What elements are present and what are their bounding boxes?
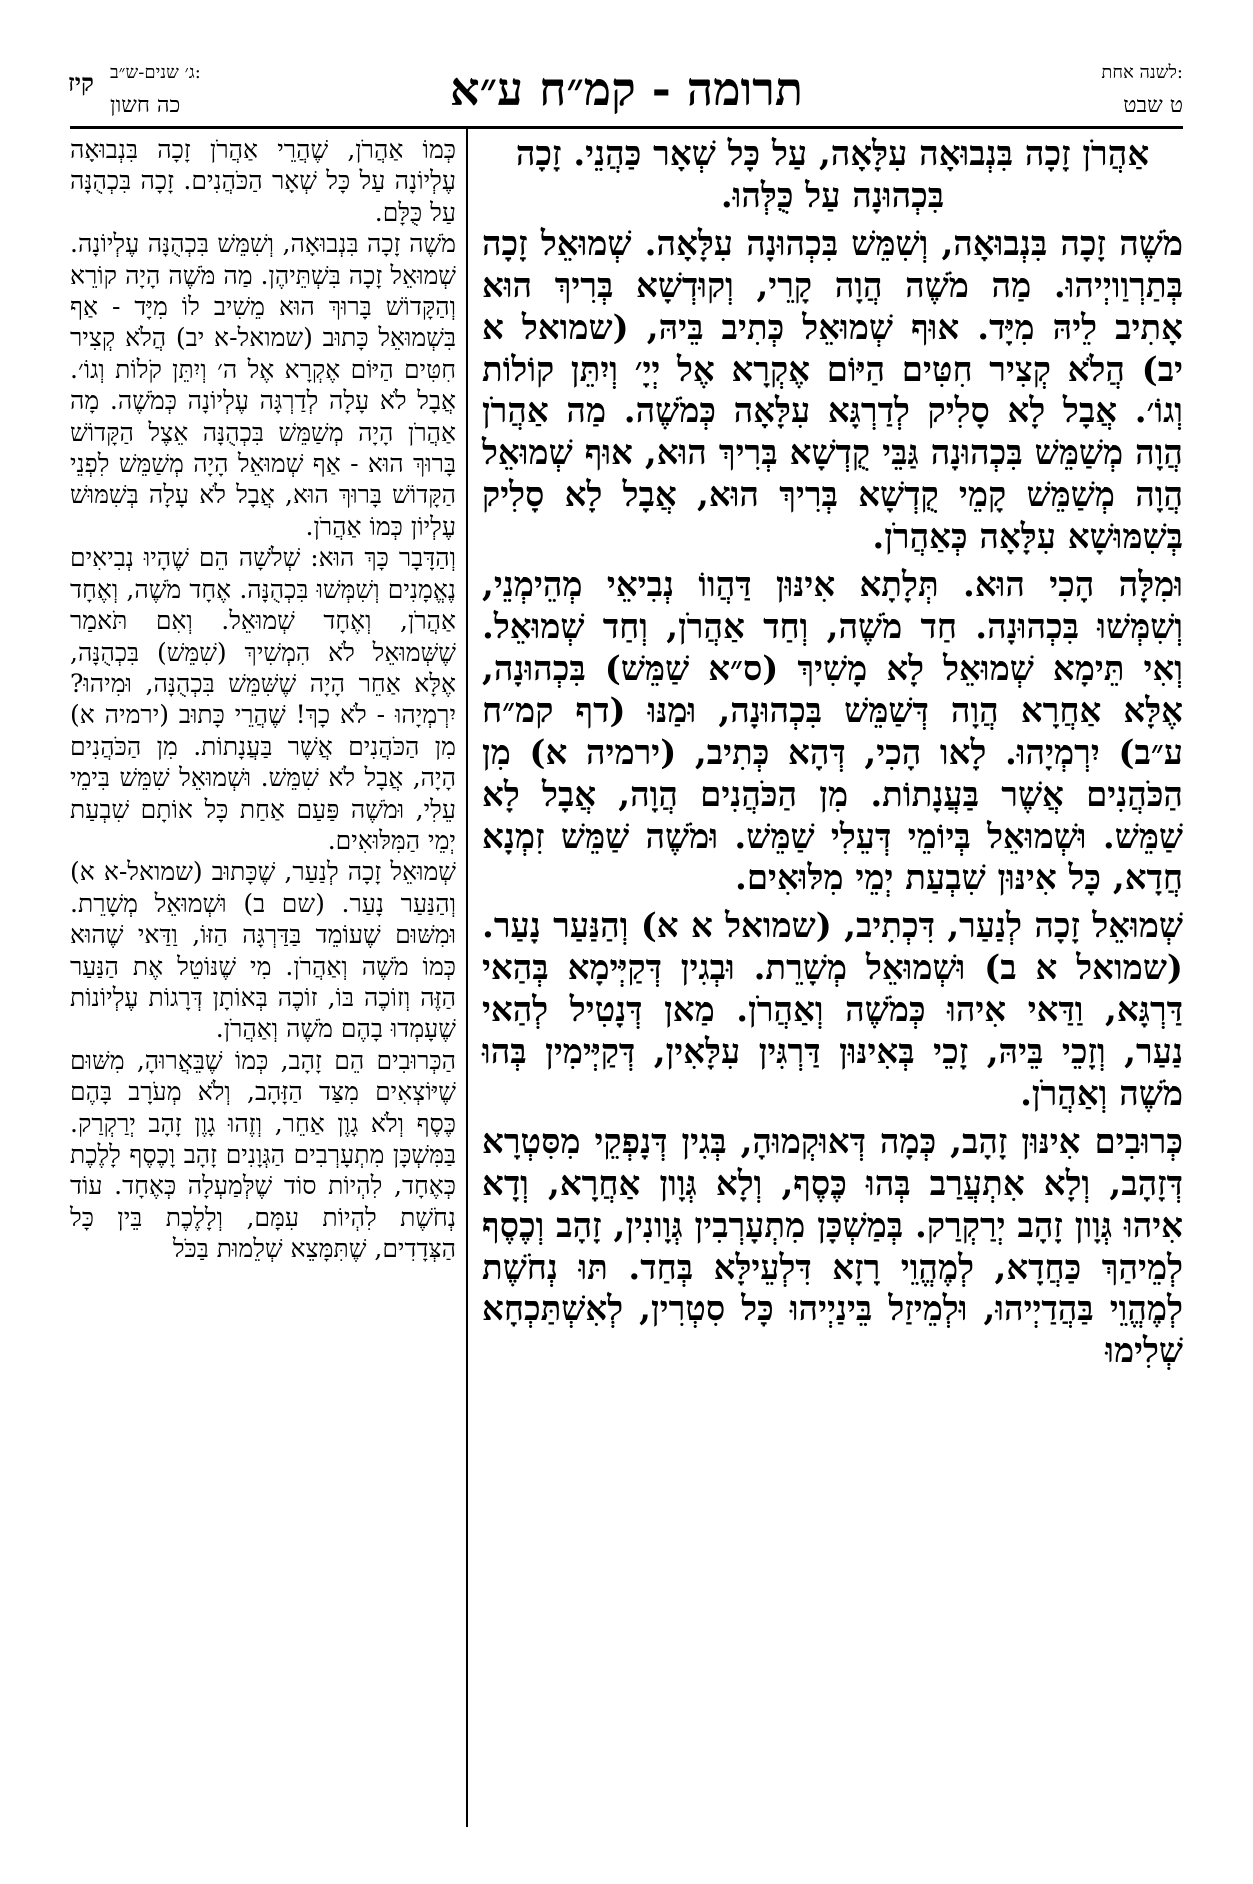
zohar-aramaic-column [482,134,1183,1379]
page-header [70,62,1183,124]
study-date-three-years: כה חשון [110,93,181,118]
main-paragraph: שְׁמוּאֵל זָכָה לְנַעַר, דִּכְתִיב, (שמואל א א) וְהַנַּעַר נָעַר. (שמואל א ב) וּשְׁמוּאֵל מְשָׁרֵת. וּבְגִין דְּקַיְּימָא בְּהַאי דַּרְגָּא, וַדַּאי אִיהוּ כְּמֹשֶׁה וְאַהֲרֹן. מַאן דְּנָטִיל לְהַאי נַעַר, וְזָכֵי בֵּיהּ, זָכֵי בְּאִינּוּן דַּרְגִּין עִלָּאִין, דְּקַיְּימִין בְּהוּ מֹשֶׁה וְאַהֲרֹן. [482,906,1183,1114]
page-title: תרומה - קמ״ח ע״א [450,62,803,116]
translation-paragraph: וְהַדָּבָר כָּךְ הוּא: שְׁלֹשָׁה הֵם שֶׁהָיוּ נְבִיאִים נֶאֱמָנִים וְשִׁמְּשׁוּ בִּכְהֻנָּה. אֶחָד מֹשֶׁה, וְאֶחָד אַהֲרֹן, וְאֶחָד שְׁמוּאֵל. וְאִם תֹּאמַר שֶׁשְּׁמוּאֵל לֹא הִמְשִׁיךְ (שִׁמֵּשׁ) בִּכְהֻנָּה, אֶלָּא אַחֵר הָיָה שֶׁשִּׁמֵּשׁ בִּכְהֻנָּה, וּמִיהוּ? יִרְמְיָהוּ - לֹא כָךְ! שֶׁהֲרֵי כָּתוּב (ירמיה א) מִן הַכֹּהֲנִים אֲשֶׁר בַּעֲנָתוֹת. מִן הַכֹּהֲנִים הָיָה, אֲבָל לֹא שִׁמֵּשׁ. וּשְׁמוּאֵל שִׁמֵּשׁ בִּימֵי עֵלִי, וּמֹשֶׁה פַּעַם אַחַת כָּל אוֹתָם שִׁבְעַת יְמֵי הַמִּלּוּאִים. [70,543,456,855]
column-divider [466,129,468,1827]
translation-paragraph: מֹשֶׁה זָכָה בִּנְבוּאָה, וְשִׁמֵּשׁ בִּכְהֻנָּה עֶלְיוֹנָה. שְׁמוּאֵל זָכָה בִּשְׁתֵּיהֶן. מַה מֹּשֶׁה הָיָה קוֹרֵא וְהַקָּדוֹשׁ בָּרוּךְ הוּא מֵשִׁיב לוֹ מִיָּד - אַף בִּשְׁמוּאֵל כָּתוּב (שמואל-א יב) הֲלֹא קְצִיר חִטִּים הַיּוֹם אֶקְרָא אֶל ה׳ וְיִתֵּן קֹלוֹת וְגוֹ׳. אֲבָל לֹא עָלָה לְדַרְגָּה עֶלְיוֹנָה כְּמֹשֶׁה. מָה אַהֲרֹן הָיָה מְשַׁמֵּשׁ בִּכְהֻנָּה אֵצֶל הַקָּדוֹשׁ בָּרוּךְ הוּא - אַף שְׁמוּאֵל הָיָה מְשַׁמֵּשׁ לִפְנֵי הַקָּדוֹשׁ בָּרוּךְ הוּא, אֲבָל לֹא עָלָה בְּשִׁמּוּשׁ עֶלְיוֹן כְּמוֹ אַהֲרֹן. [70,229,456,541]
main-paragraph: מֹשֶׁה זָכָה בִּנְבוּאָה, וְשִׁמֵּשׁ בִּכְהוּנָה עִלָּאָה. שְׁמוּאֵל זָכָה בְּתַרְוַויְיהוּ. מַה מֹשֶׁה הֲוָה קָרֵי, וְקוּדְשָׁא בְּרִיךְ הוּא אָתִיב לֵיהּ מִיָּד. אוּף שְׁמוּאֵל כְּתִיב בֵּיהּ, (שמואל א יב) הֲלֹא קְצִיר חִטִּים הַיּוֹם אֶקְרָא אֶל יְיָ׳ וְיִתֵּן קוֹלוֹת וְגוֹ׳. אֲבָל לָא סָלִיק לְדַרְגָּא עִלָּאָה כְּמֹשֶׁה. מַה אַהֲרֹן הֲוָה מְשַׁמֵּשׁ בִּכְהוּנָה גַּבֵּי קֻדְשָׁא בְּרִיךְ הוּא, אוּף שְׁמוּאֵל הֲוָה מְשַׁמֵּשׁ קָמֵי קֻדְשָׁא בְּרִיךְ הוּא, אֲבָל לָא סָלִיק בְּשִׁמּוּשָׁא עִלָּאָה כְּאַהֲרֹן. [482,223,1183,558]
main-paragraph: וּמִלָּה הָכִי הוּא. תְּלָתָא אִינּוּן דַּהֲווֹ נְבִיאֵי מְהֵימְנֵי, וְשִׁמְּשׁוּ בִּכְהוּנָה. חַד מֹשֶׁה, וְחַד אַהֲרֹן, וְחַד שְׁמוּאֵל. וְאִי תֵּימָא שְׁמוּאֵל לָא מָשִׁיךְ (ס״א שַׁמֵּשׁ) בִּכְהוּנָה, אֶלָּא אַחֲרָא הֲוָה דְּשַׁמֵּשׁ בִּכְהוּנָה, וּמַנּוּ (דף קמ״ח ע״ב) יִרְמְיָהוּ. לָאו הָכִי, דְּהָא כְּתִיב, (ירמיה א) מִן הַכֹּהֲנִים אֲשֶׁר בַּעֲנָתוֹת. מִן הַכֹּהֲנִים הֲוָה, אֲבָל לָא שַׁמֵּשׁ. וּשְׁמוּאֵל בְּיוֹמֵי דְּעֵלִי שַׁמֵּשׁ. וּמֹשֶׁה שַׁמֵּשׁ זִמְנָא חֲדָא, כָּל אִינּוּן שִׁבְעַת יְמֵי מִלּוּאִים. [482,565,1183,899]
study-schedule-three-years: ג׳ שנים-ש״ב: [110,62,201,83]
study-date-one-year: ט שבט [1123,93,1183,118]
translation-paragraph: שְׁמוּאֵל זָכָה לְנַעַר, שֶׁכָּתוּב (שמואל-א א) וְהַנַּעַר נָעַר. (שם ב) וּשְׁמוּאֵל מְשָׁרֵת. וּמִשּׁוּם שֶׁעוֹמֵד בַּדַּרְגָּה הַזּוֹ, וַדַּאי שֶׁהוּא כְּמוֹ מֹשֶׁה וְאַהֲרֹן. מִי שֶׁנּוֹטֵל אֶת הַנַּעַר הַזֶּה וְזוֹכֶה בּוֹ, זוֹכֶה בְּאוֹתָן דְּרָגוֹת עֶלְיוֹנוֹת שֶׁעָמְדוּ בָהֶם מֹשֶׁה וְאַהֲרֹן. [70,857,456,1044]
study-schedule-one-year: לשנה אחת: [1101,62,1183,83]
page-number: קיז [68,68,94,97]
translation-paragraph: כְּמוֹ אַהֲרֹן, שֶׁהֲרֵי אַהֲרֹן זָכָה בִּנְבוּאָה עֶלְיוֹנָה עַל כָּל שְׁאָר הַכֹּהֲנִים. זָכָה בִּכְהֻנָּה עַל כֻּלָּם. [70,135,456,227]
hebrew-translation-column [70,134,456,1265]
translation-paragraph: הַכְּרוּבִים הֵם זָהָב, כְּמוֹ שֶׁבֵּאֲרוּהָ, מִשּׁוּם שֶׁיּוֹצְאִים מִצַּד הַזָּהָב, וְלֹא מְעֹרָב בָּהֶם כֶּסֶף וְלֹא גָוֶן אַחֵר, וְזֶהוּ גָוֶן זָהָב יְרַקְרַק. בַּמִּשְׁכָּן מִתְעָרְבִים הַגְּוָנִים זָהָב וָכֶסֶף לָלֶכֶת כְּאֶחָד, לִהְיוֹת סוֹד שֶׁלְּמַעְלָה כְּאֶחָד. עוֹד נְחֹשֶׁת לִהְיוֹת עִמָּם, וְלָלֶכֶת בֵּין כָּל הַצְּדָדִים, שֶׁתִּמָּצֵא שְׁלֵמוּת בַּכֹּל [70,1045,456,1264]
header-divider [70,126,1183,129]
main-paragraph: כְּרוּבִים אִינּוּן זָהָב, כְּמָה דְּאוּקְמוּהָ, בְּגִין דְּנָפְקֵי מִסִּטְרָא דְּזָהָב, וְלָא אִתְעֲרַב בְּהוּ כֶּסֶף, וְלָא גְּוָון אַחֲרָא, וְדָא אִיהוּ גְּוָון זָהָב יְרַקְרַק. בְּמַשְׁכָּן מִתְעָרְבִין גְּוָונִין, זָהָב וְכֶסֶף לְמֵיהַךְ כַּחֲדָא, לְמֶהֱוֵי רָזָא דִּלְעֵילָּא בְּחַד. תּוּ נְחֹשֶׁת לְמֶהֱוֵי בַּהֲדַיְיהוּ, וּלְמֵיזַל בֵּינַיְיהוּ כָּל סִטְרִין, לְאִשְׁתַּכְחָא שְׁלִימוּ [482,1121,1183,1372]
main-paragraph: אַהֲרֹן זָכָה בִּנְבוּאָה עִלָּאָה, עַל כָּל שְׁאָר כַּהֲנֵי. זָכָה בִּכְהוּנָה עַל כֻּלְּהוּ. [515,134,1150,216]
